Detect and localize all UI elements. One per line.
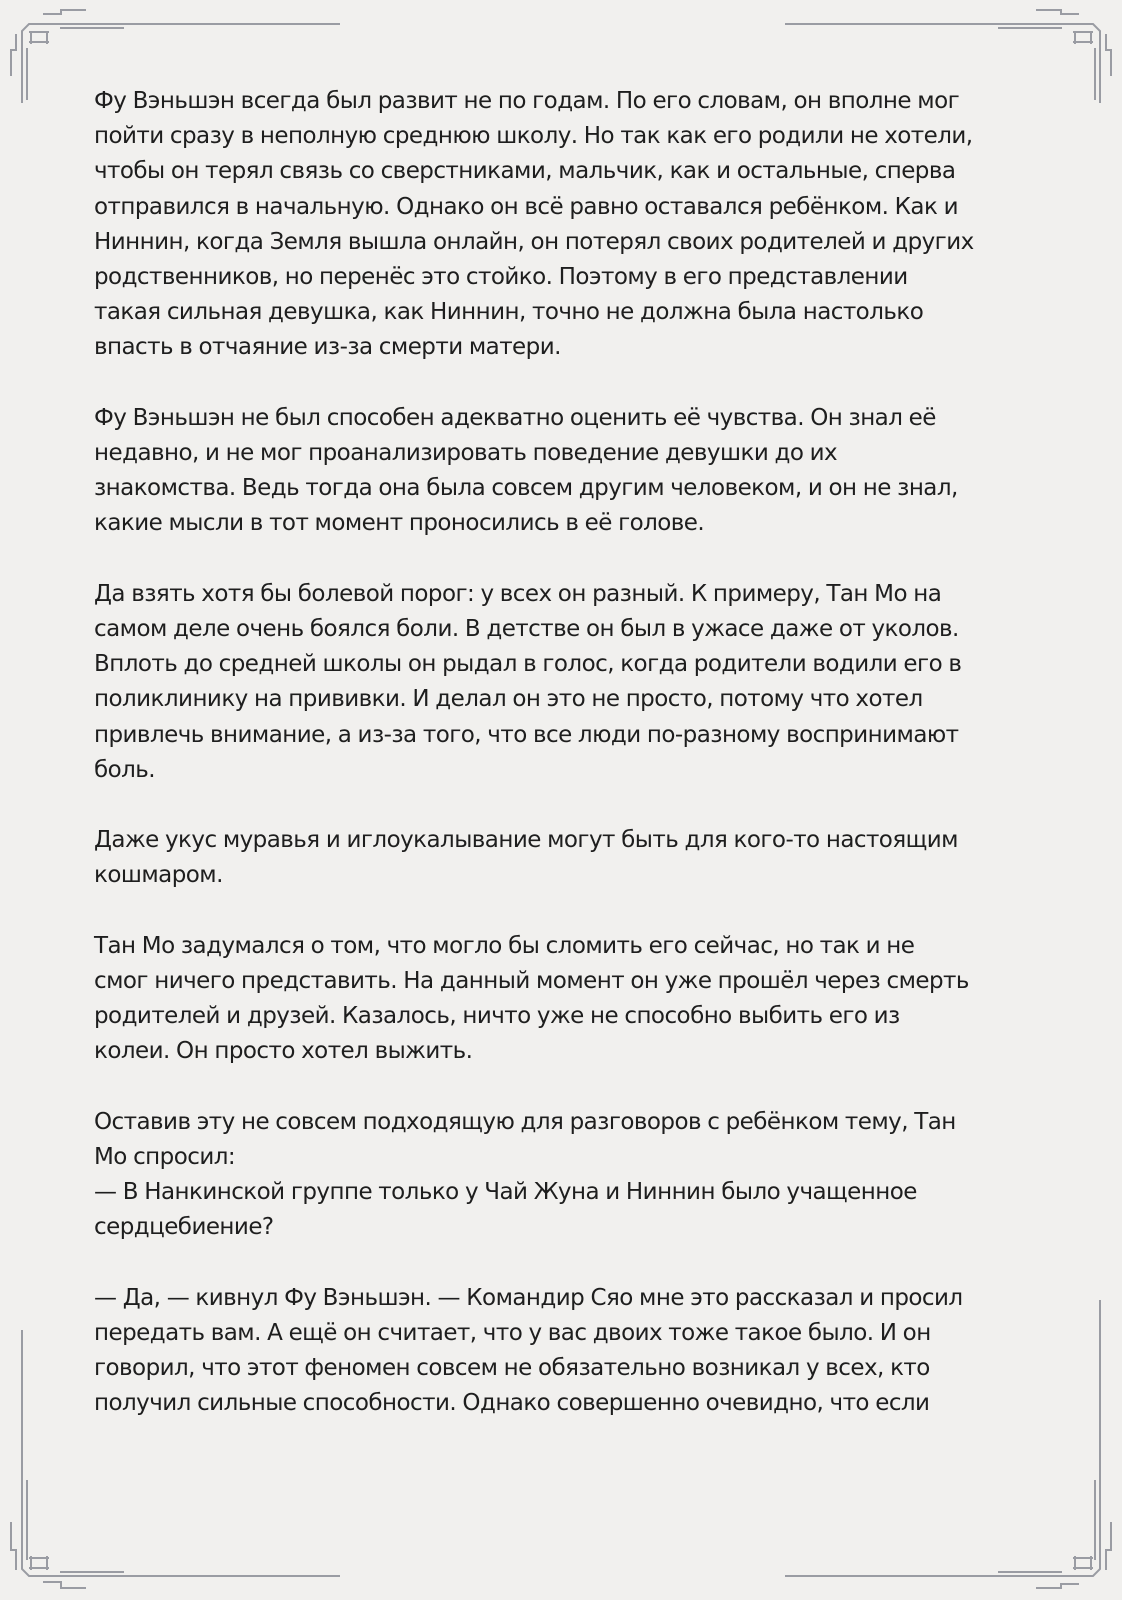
paragraph xyxy=(94,1105,1014,1246)
paragraph xyxy=(94,577,1014,788)
paragraph xyxy=(94,823,1014,893)
text-line: Фу Вэньшэн не был способен адекватно оценить её чувства. Он знал её xyxy=(94,404,936,431)
text-line: Фу Вэньшэн всегда был развит не по годам. По его словам, он вполне мог xyxy=(94,88,960,114)
dialogue-line: — В Нанкинской группе только у Чай Жуна и Ниннин было учащенное xyxy=(94,1179,917,1206)
text-line: самом деле очень боялся боли. В детстве он был в ужасе даже от уколов. xyxy=(94,616,959,643)
text-line: Да взять хотя бы болевой порог: у всех он разный. К примеру, Тан Мо на xyxy=(94,580,942,607)
text-line: Даже укус муравья и иглоукалывание могут быть для кого-то настоящим xyxy=(94,827,958,854)
dialogue-line: — Да, — кивнул Фу Вэньшэн. — Командир Сяо мне это рассказал и просил xyxy=(94,1284,963,1311)
text-line: отправился в начальную. Однако он всё равно оставался ребёнком. Как и xyxy=(94,193,958,220)
text-line: пойти сразу в неполную среднюю школу. Но так как его родили не хотели, xyxy=(94,123,973,150)
text-line: впасть в отчаяние из-за смерти матери. xyxy=(94,334,561,361)
text-line: говорил, что этот феномен совсем не обязательно возникал у всех, кто xyxy=(94,1355,930,1382)
text-line: боль. xyxy=(94,756,156,783)
paragraph xyxy=(94,84,1014,366)
text-line: Вплоть до средней школы он рыдал в голос, когда родители водили его в xyxy=(94,651,962,678)
text-line: Оставив эту не совсем подходящую для разговоров с ребёнком тему, Тан xyxy=(94,1108,956,1135)
paragraph xyxy=(94,929,1014,1070)
text-line: Тан Мо задумался о том, что могло бы сломить его сейчас, но так и не xyxy=(94,932,915,959)
text-line: поликлинику на прививки. И делал он это не просто, потому что хотел xyxy=(94,686,923,713)
text-line: родственников, но перенёс это стойко. Поэтому в его представлении xyxy=(94,264,908,291)
paragraph xyxy=(94,401,1014,542)
text-line: передать вам. А ещё он считает, что у вас двоих тоже такое было. И он xyxy=(94,1320,931,1347)
text-line: такая сильная девушка, как Ниннин, точно не должна была настолько xyxy=(94,299,924,326)
text-line: кошмаром. xyxy=(94,862,223,889)
text-line: Ниннин, когда Земля вышла онлайн, он потерял своих родителей и других xyxy=(94,228,974,255)
paragraph xyxy=(94,1281,1014,1422)
document-body xyxy=(94,84,1014,1457)
text-line: Мо спросил: xyxy=(94,1144,236,1171)
text-line: знакомства. Ведь тогда она была совсем другим человеком, и он не знал, xyxy=(94,475,958,502)
dialogue-line: сердцебиение? xyxy=(94,1214,274,1241)
text-line: колеи. Он просто хотел выжить. xyxy=(94,1038,473,1065)
text-line: привлечь внимание, а из-за того, что все люди по-разному воспринимают xyxy=(94,721,959,748)
text-line: родителей и друзей. Казалось, ничто уже не способно выбить его из xyxy=(94,1003,900,1030)
text-line: недавно, и не мог проанализировать поведение девушки до их xyxy=(94,440,838,467)
text-line: смог ничего представить. На данный момент он уже прошёл через смерть xyxy=(94,968,969,995)
text-line: какие мысли в тот момент проносились в её голове. xyxy=(94,510,705,537)
text-line: чтобы он терял связь со сверстниками, мальчик, как и остальные, сперва xyxy=(94,158,956,185)
text-line: получил сильные способности. Однако совершенно очевидно, что если xyxy=(94,1390,930,1417)
